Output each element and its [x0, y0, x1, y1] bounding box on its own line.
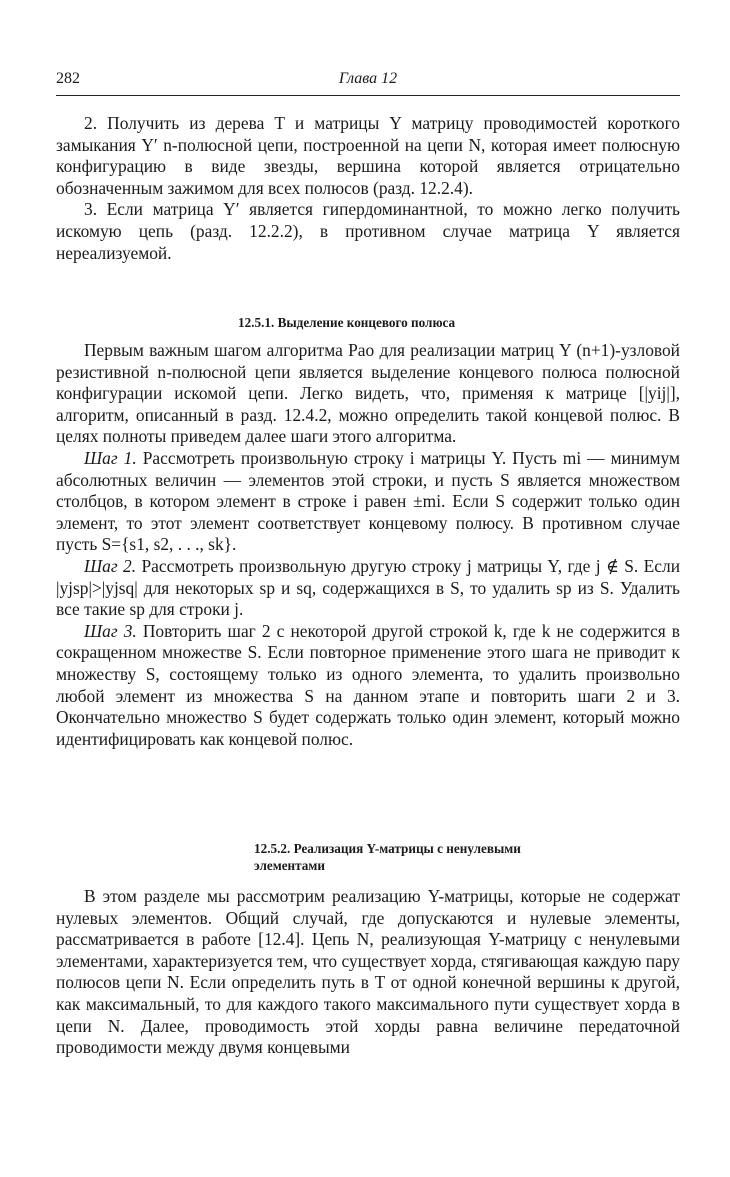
section-12-5-1-body [56, 340, 680, 750]
step-3-text: Повторить шаг 2 с некоторой другой строкой k, где k не содержится в сокращенном множестве S. Если повторное применение этого шага не приводит к множеству S, состоящему только из одного элемента, то удалить произвольно любой элемент из множества S на данном этапе и повторить шаги 2 и 3. Окончательно множество S будет содержать только один элемент, который можно идентифицировать как концевой полюс. [56, 620, 680, 749]
section-intro-paragraph: Первым важным шагом алгоритма Рао для реализации матриц Y (n+1)-узловой резистивной n-полюсной цепи является выделение концевого полюса полюсной конфигурации искомой цепи. Легко видеть, что, применяя к матрице [|yij|], алгоритм, описанный в разд. 12.4.2, можно определить такой концевой полюс. В целях полноты приведем далее шаги этого алгоритма. [56, 340, 680, 447]
step-2-label: Шаг 2. [84, 555, 137, 576]
step-2-alg-paragraph [56, 556, 680, 621]
section-heading-12-5-1: 12.5.1. Выделение концевого полюса [238, 315, 456, 330]
section-2-paragraph: В этом разделе мы рассмотрим реализацию Y-матрицы, которые не содержат нулевых элементов. Общий случай, где допускаются и нулевые элементы, рассматривается в работе [12.4]. Цепь N, реализующая Y-матрицу с ненулевыми элементами, характеризуется тем, что существует хорда, стягивающая каждую пару полюсов цепи N. Если определить путь в T от одной конечной вершины к другой, как максимальный, то для каждого такого максимального пути существует хорда в цепи N. Далее, проводимость этой хорды равна величине передаточной проводимости между двумя концевыми [56, 886, 680, 1058]
section-heading-line-1: 12.5.2. Реализация Y-матрицы с ненулевыми [254, 841, 521, 856]
step-2-paragraph: 2. Получить из дерева T и матрицы Y матрицу проводимостей короткого замыкания Y′ n-полюсной цепи, построенной на цепи N, которая имеет полюсную конфигурацию в виде звезды, вершина которой является отрицательно обозначенным зажимом для всех полюсов (разд. 12.2.4). [56, 113, 680, 198]
page-number: 282 [56, 70, 80, 87]
step-1-paragraph [56, 448, 680, 556]
step-1-label: Шаг 1. [84, 447, 137, 468]
chapter-title: Глава 12 [338, 70, 398, 87]
step-3-alg-paragraph [56, 621, 680, 751]
steps-block [56, 113, 680, 264]
section-12-5-2-body [56, 886, 680, 1059]
step-3-paragraph: 3. Если матрица Y′ является гипердоминантной, то можно легко получить искомую цепь (разд. 12.2.2), в противном случае матрица Y является нереализуемой. [56, 199, 680, 263]
step-3-label: Шаг 3. [84, 620, 137, 641]
section-heading-12-5-2 [254, 840, 521, 874]
step-2-text: Рассмотреть произвольную другую строку j матрицы Y, где j ∉ S. Если |yjsp|>|yjsq| для некоторых sp и sq, содержащихся в S, то удалить sp из S. Удалить все такие sp для строки j. [56, 555, 680, 620]
page-header [56, 70, 680, 94]
section-heading-line-2: элементами [254, 858, 325, 873]
header-rule [56, 95, 680, 96]
step-1-text: Рассмотреть произвольную строку i матрицы Y. Пусть mi — минимум абсолютных величин — элементов этой строки, и пусть S является множеством столбцов, в котором элемент в строке i равен ±mi. Если S содержит только один элемент, то этот элемент соответствует концевому полюсу. В противном случае пусть S={s1, s2, . . ., sk}. [56, 447, 680, 555]
